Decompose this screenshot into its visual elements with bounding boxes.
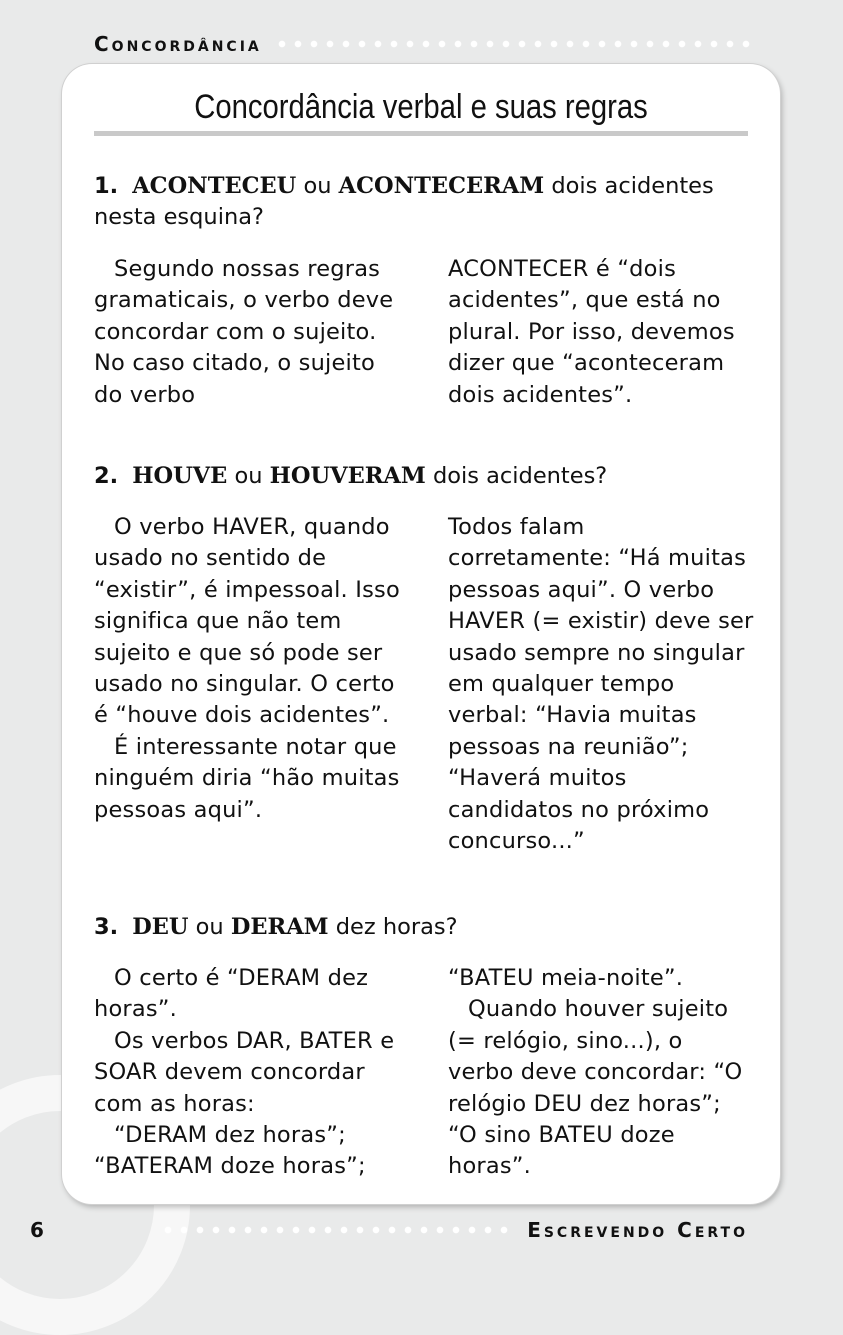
option-b: HOUVERAM (269, 463, 426, 489)
question-rest: dez horas? (335, 914, 458, 940)
paragraph: O verbo HAVER, quando usado no sentido de “existir”, é impessoal. Isso significa que não tem sujeito e que só pode ser usado no singular. O certo é “houve dois acidentes”. (94, 514, 400, 729)
option-b: DERAM (230, 914, 329, 940)
paragraph: Os verbos DAR, BATER e SOAR devem concordar com as horas: (94, 1027, 395, 1117)
question-1 (94, 171, 754, 233)
connector: ou (195, 914, 224, 940)
answer-2 (94, 512, 754, 857)
option-b: ACONTECERAM (338, 173, 545, 199)
option-a: HOUVE (132, 463, 228, 489)
paragraph: “DERAM dez horas”; “BATERAM doze horas”; (94, 1122, 366, 1180)
paragraph: ACONTECER é “dois acidentes”, que está no plural. Por isso, devemos dizer que “aconteceram dois acidentes”. (448, 256, 735, 408)
column-right (448, 254, 754, 411)
answer-1 (94, 254, 754, 411)
column-left (94, 512, 400, 857)
dotted-leader (274, 39, 754, 49)
section-label: Concordância (94, 32, 262, 56)
question-number: 2. (94, 463, 119, 489)
paragraph: Todos falam corretamente: “Há muitas pessoas aqui”. O verbo HAVER (= existir) deve ser usado sempre no singular em qualquer tempo verbal: “Havia muitas pessoas na reunião”; “Haverá muitos candidatos no próximo concurso...” (448, 514, 754, 855)
paragraph: Quando houver sujeito (= relógio, sino...), o verbo deve concordar: “O relógio DEU dez horas”; “O sino BATEU doze horas”. (448, 996, 743, 1180)
column-right (448, 963, 754, 1183)
running-header (94, 30, 754, 58)
question-rest: dois acidentes? (432, 463, 608, 489)
paragraph: “BATEU meia-noite”. (448, 965, 684, 991)
running-footer (30, 1216, 748, 1244)
question-number: 1. (94, 173, 119, 199)
column-left (94, 963, 400, 1183)
question-number: 3. (94, 914, 119, 940)
answer-3 (94, 963, 754, 1183)
option-a: ACONTECEU (132, 173, 297, 199)
question-3 (94, 912, 754, 943)
option-a: DEU (132, 914, 189, 940)
connector: ou (234, 463, 263, 489)
page-number: 6 (30, 1218, 44, 1242)
dotted-leader (160, 1225, 511, 1235)
paragraph: É interessante notar que ninguém diria “hão muitas pessoas aqui”. (94, 733, 400, 823)
page-title: Concordância verbal e suas regras (194, 88, 648, 126)
paragraph: O certo é “DERAM dez horas”. (94, 965, 369, 1023)
question-2 (94, 461, 754, 492)
book-title: Escrevendo Certo (527, 1218, 748, 1242)
column-left (94, 254, 400, 411)
paragraph: Segundo nossas regras gramaticais, o verbo deve concordar com o sujeito. No caso citado, o sujeito do verbo (94, 256, 394, 408)
connector: ou (303, 173, 332, 199)
title-rule (94, 131, 748, 136)
question-rest: dois acidentes nesta esquina? (94, 173, 714, 230)
column-right (448, 512, 754, 857)
